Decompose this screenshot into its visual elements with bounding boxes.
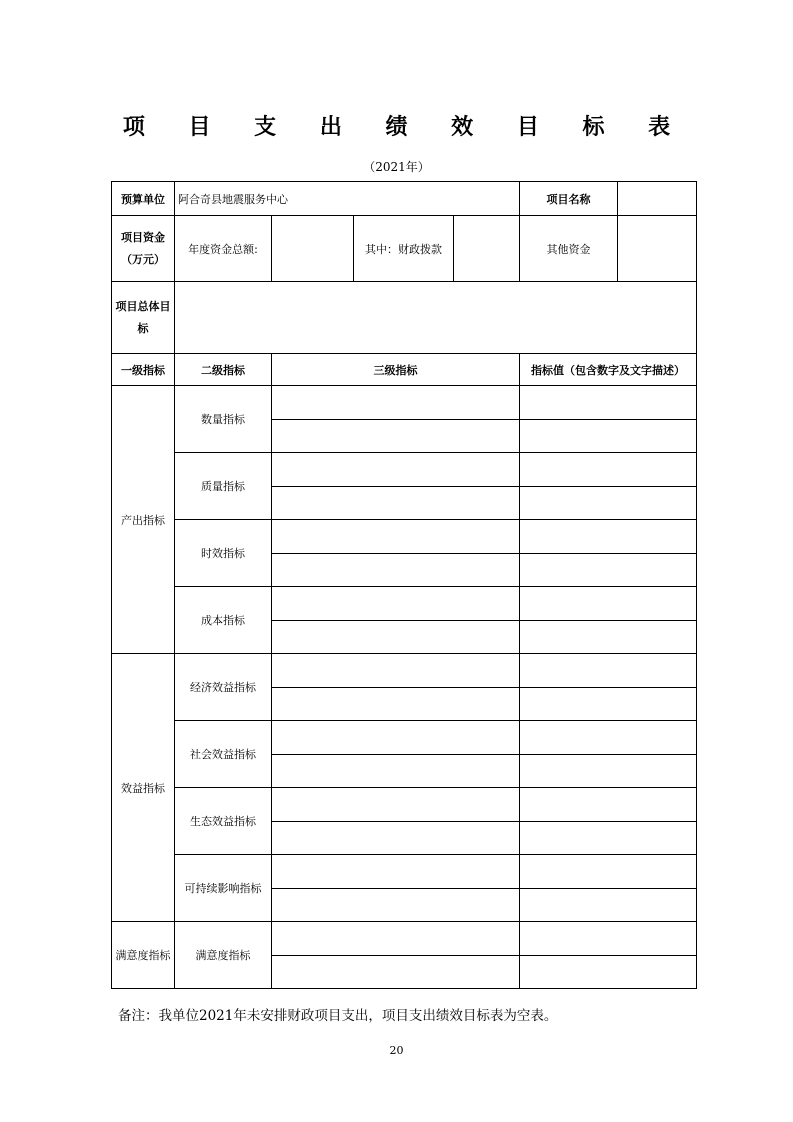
col-header-level1: 一级指标 <box>112 354 175 386</box>
value-cell <box>520 453 697 487</box>
level3-cell <box>272 955 520 989</box>
value-cell <box>520 754 697 788</box>
level3-cell <box>272 553 520 587</box>
level3-cell <box>272 888 520 922</box>
level3-cell <box>272 486 520 520</box>
fiscal-allocation-label: 其中：财政拨款 <box>354 216 454 282</box>
page-title: 项 目 支 出 绩 效 目 标 表 <box>122 114 689 140</box>
value-cell <box>520 486 697 520</box>
value-cell <box>520 520 697 554</box>
overall-goal-label <box>112 282 175 354</box>
level3-cell <box>272 520 520 554</box>
level3-cell <box>272 721 520 755</box>
budget-unit-value: 阿合奇县地震服务中心 <box>175 182 520 216</box>
level3-cell <box>272 620 520 654</box>
performance-goal-table <box>111 181 697 989</box>
page-number: 20 <box>389 1044 404 1057</box>
col-header-level3: 三级指标 <box>272 354 520 386</box>
level3-cell <box>272 821 520 855</box>
value-cell <box>520 821 697 855</box>
project-funds-label-line2: （万元） <box>121 252 165 266</box>
value-cell <box>520 888 697 922</box>
value-cell <box>520 855 697 889</box>
level2-cost: 成本指标 <box>175 587 272 654</box>
other-funds-label: 其他资金 <box>520 216 618 282</box>
level3-cell <box>272 922 520 956</box>
level3-cell <box>272 453 520 487</box>
level2-satisfaction: 满意度指标 <box>175 922 272 989</box>
other-funds-value <box>618 216 697 282</box>
project-name-label: 项目名称 <box>520 182 618 216</box>
overall-goal-value <box>175 282 697 354</box>
level3-cell <box>272 654 520 688</box>
col-header-value: 指标值（包含数字及文字描述） <box>520 354 697 386</box>
value-cell <box>520 955 697 989</box>
level3-cell <box>272 386 520 420</box>
level1-output: 产出指标 <box>112 386 175 654</box>
annual-total-value <box>272 216 354 282</box>
level2-social: 社会效益指标 <box>175 721 272 788</box>
level3-cell <box>272 754 520 788</box>
level2-quantity: 数量指标 <box>175 386 272 453</box>
level2-ecological: 生态效益指标 <box>175 788 272 855</box>
project-funds-label <box>112 216 175 282</box>
level2-sustainable: 可持续影响指标 <box>175 855 272 922</box>
year-label: （2021年） <box>363 160 430 174</box>
value-cell <box>520 922 697 956</box>
value-cell <box>520 587 697 621</box>
value-cell <box>520 553 697 587</box>
level1-satisfaction: 满意度指标 <box>112 922 175 989</box>
value-cell <box>520 687 697 721</box>
level3-cell <box>272 419 520 453</box>
level3-cell <box>272 855 520 889</box>
value-cell <box>520 386 697 420</box>
project-name-value <box>618 182 697 216</box>
budget-unit-label: 预算单位 <box>112 182 175 216</box>
footnote: 备注：我单位2021年未安排财政项目支出，项目支出绩效目标表为空表。 <box>118 1008 558 1024</box>
project-funds-label-line1: 项目资金 <box>121 230 165 244</box>
level3-cell <box>272 687 520 721</box>
col-header-level2: 二级指标 <box>175 354 272 386</box>
overall-goal-label-line1: 项目总体目 <box>115 299 171 313</box>
level2-quality: 质量指标 <box>175 453 272 520</box>
level2-economic: 经济效益指标 <box>175 654 272 721</box>
value-cell <box>520 788 697 822</box>
overall-goal-label-line2: 标 <box>137 321 149 335</box>
fiscal-allocation-value <box>454 216 520 282</box>
value-cell <box>520 419 697 453</box>
level3-cell <box>272 587 520 621</box>
level3-cell <box>272 788 520 822</box>
value-cell <box>520 721 697 755</box>
value-cell <box>520 654 697 688</box>
level1-benefit: 效益指标 <box>112 654 175 922</box>
value-cell <box>520 620 697 654</box>
annual-total-label: 年度资金总额: <box>175 216 272 282</box>
level2-timeliness: 时效指标 <box>175 520 272 587</box>
